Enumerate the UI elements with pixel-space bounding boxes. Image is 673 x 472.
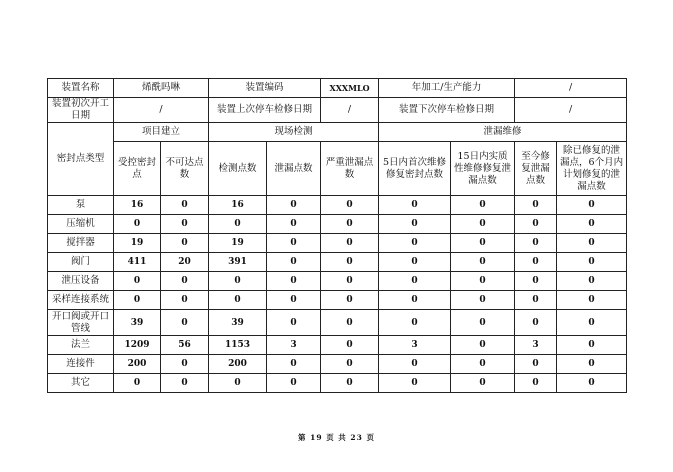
value-cell: 0: [267, 310, 321, 336]
value-cell: 0: [321, 215, 379, 234]
value-cell: 0: [161, 291, 209, 310]
device-code-value: XXXMLO: [321, 79, 379, 98]
value-cell: 411: [114, 253, 161, 272]
value-cell: 0: [557, 291, 627, 310]
col-header: 受控密封点: [114, 142, 161, 196]
value-cell: 0: [267, 374, 321, 393]
value-cell: 0: [321, 336, 379, 355]
value-cell: 0: [114, 272, 161, 291]
device-name-label: 装置名称: [48, 79, 114, 98]
value-cell: 0: [451, 234, 515, 253]
value-cell: 0: [557, 215, 627, 234]
value-cell: 0: [557, 234, 627, 253]
group-header-row: [48, 123, 627, 142]
first-start-label: 装置初次开工日期: [48, 98, 114, 123]
value-cell: 39: [114, 310, 161, 336]
table-body: [48, 196, 627, 393]
table-row: [48, 272, 627, 291]
value-cell: 0: [321, 253, 379, 272]
value-cell: 3: [515, 336, 557, 355]
capacity-label: 年加工/生产能力: [379, 79, 515, 98]
seal-type-cell: 搅拌器: [48, 234, 114, 253]
value-cell: 0: [161, 374, 209, 393]
value-cell: 0: [557, 336, 627, 355]
first-start-value: /: [114, 98, 209, 123]
value-cell: 0: [515, 272, 557, 291]
value-cell: 0: [321, 355, 379, 374]
value-cell: 0: [321, 310, 379, 336]
value-cell: 0: [451, 253, 515, 272]
value-cell: 16: [114, 196, 161, 215]
value-cell: 0: [379, 234, 451, 253]
seal-type-cell: 采样连接系统: [48, 291, 114, 310]
table-row: [48, 196, 627, 215]
value-cell: 200: [114, 355, 161, 374]
value-cell: 0: [379, 253, 451, 272]
value-cell: 20: [161, 253, 209, 272]
value-cell: 0: [557, 253, 627, 272]
value-cell: 0: [451, 215, 515, 234]
seal-type-cell: 泄压设备: [48, 272, 114, 291]
value-cell: 0: [515, 234, 557, 253]
next-shutdown-label: 装置下次停车检修日期: [379, 98, 515, 123]
value-cell: 0: [515, 196, 557, 215]
last-shutdown-value: /: [321, 98, 379, 123]
col-header: 严重泄漏点数: [321, 142, 379, 196]
project-group-header: 项目建立: [114, 123, 209, 142]
table-row: [48, 355, 627, 374]
value-cell: 0: [557, 272, 627, 291]
value-cell: 16: [209, 196, 267, 215]
value-cell: 0: [515, 253, 557, 272]
table-row: [48, 234, 627, 253]
value-cell: 19: [114, 234, 161, 253]
device-code-label: 装置编码: [209, 79, 321, 98]
column-header-row: [48, 142, 627, 196]
field-group-header: 现场检测: [209, 123, 379, 142]
value-cell: 391: [209, 253, 267, 272]
value-cell: 0: [379, 374, 451, 393]
capacity-value: /: [515, 79, 627, 98]
table-row: [48, 215, 627, 234]
value-cell: 0: [557, 196, 627, 215]
seal-type-header: 密封点类型: [48, 123, 114, 196]
value-cell: 0: [267, 215, 321, 234]
value-cell: 0: [451, 336, 515, 355]
page-number: 第 19 页 共 23 页: [298, 433, 375, 442]
value-cell: 0: [161, 196, 209, 215]
col-header: 不可达点数: [161, 142, 209, 196]
seal-point-table: [47, 78, 627, 393]
seal-type-cell: 其它: [48, 374, 114, 393]
value-cell: 0: [557, 310, 627, 336]
value-cell: 0: [321, 272, 379, 291]
col-header: 检测点数: [209, 142, 267, 196]
value-cell: 0: [321, 291, 379, 310]
value-cell: 0: [114, 374, 161, 393]
info-row-2: [48, 98, 627, 123]
table-row: [48, 336, 627, 355]
value-cell: 0: [267, 272, 321, 291]
value-cell: 0: [451, 355, 515, 374]
value-cell: 3: [379, 336, 451, 355]
value-cell: 0: [267, 253, 321, 272]
seal-type-cell: 开口阀或开口管线: [48, 310, 114, 336]
value-cell: 0: [209, 272, 267, 291]
col-header: 5日内首次维修修复密封点数: [379, 142, 451, 196]
device-name-value: 烯酰吗啉: [114, 79, 209, 98]
value-cell: 56: [161, 336, 209, 355]
value-cell: 0: [515, 355, 557, 374]
seal-type-cell: 连接件: [48, 355, 114, 374]
table-row: [48, 291, 627, 310]
value-cell: 0: [515, 310, 557, 336]
col-header: 15日内实质性维修修复泄漏点数: [451, 142, 515, 196]
value-cell: 0: [379, 310, 451, 336]
col-header: 至今修复泄漏点数: [515, 142, 557, 196]
value-cell: 19: [209, 234, 267, 253]
value-cell: 0: [379, 272, 451, 291]
value-cell: 0: [557, 355, 627, 374]
value-cell: 0: [267, 234, 321, 253]
value-cell: 0: [209, 291, 267, 310]
value-cell: 200: [209, 355, 267, 374]
seal-type-cell: 泵: [48, 196, 114, 215]
value-cell: 0: [379, 291, 451, 310]
value-cell: 1153: [209, 336, 267, 355]
value-cell: 0: [379, 215, 451, 234]
value-cell: 0: [515, 291, 557, 310]
value-cell: 0: [451, 310, 515, 336]
value-cell: 0: [515, 215, 557, 234]
value-cell: 0: [114, 215, 161, 234]
value-cell: 0: [161, 215, 209, 234]
value-cell: 0: [267, 291, 321, 310]
repair-group-header: 泄漏维修: [379, 123, 627, 142]
table-row: [48, 253, 627, 272]
next-shutdown-value: /: [515, 98, 627, 123]
value-cell: 0: [451, 291, 515, 310]
value-cell: 0: [379, 355, 451, 374]
value-cell: 0: [161, 272, 209, 291]
value-cell: 1209: [114, 336, 161, 355]
value-cell: 0: [161, 234, 209, 253]
col-header: 泄漏点数: [267, 142, 321, 196]
value-cell: 0: [379, 196, 451, 215]
seal-type-cell: 阀门: [48, 253, 114, 272]
value-cell: 0: [209, 374, 267, 393]
info-row-1: [48, 79, 627, 98]
value-cell: 0: [267, 196, 321, 215]
value-cell: 0: [321, 374, 379, 393]
value-cell: 3: [267, 336, 321, 355]
value-cell: 0: [451, 272, 515, 291]
value-cell: 0: [161, 310, 209, 336]
value-cell: 0: [161, 355, 209, 374]
value-cell: 0: [321, 234, 379, 253]
value-cell: 0: [557, 374, 627, 393]
col-header: 除已修复的泄漏点，6个月内计划修复的泄漏点数: [557, 142, 627, 196]
seal-type-cell: 法兰: [48, 336, 114, 355]
value-cell: 0: [267, 355, 321, 374]
value-cell: 0: [451, 196, 515, 215]
table-row: [48, 374, 627, 393]
value-cell: 0: [451, 374, 515, 393]
table-row: [48, 310, 627, 336]
value-cell: 39: [209, 310, 267, 336]
seal-type-cell: 压缩机: [48, 215, 114, 234]
value-cell: 0: [209, 215, 267, 234]
value-cell: 0: [114, 291, 161, 310]
value-cell: 0: [515, 374, 557, 393]
value-cell: 0: [321, 196, 379, 215]
last-shutdown-label: 装置上次停车检修日期: [209, 98, 321, 123]
